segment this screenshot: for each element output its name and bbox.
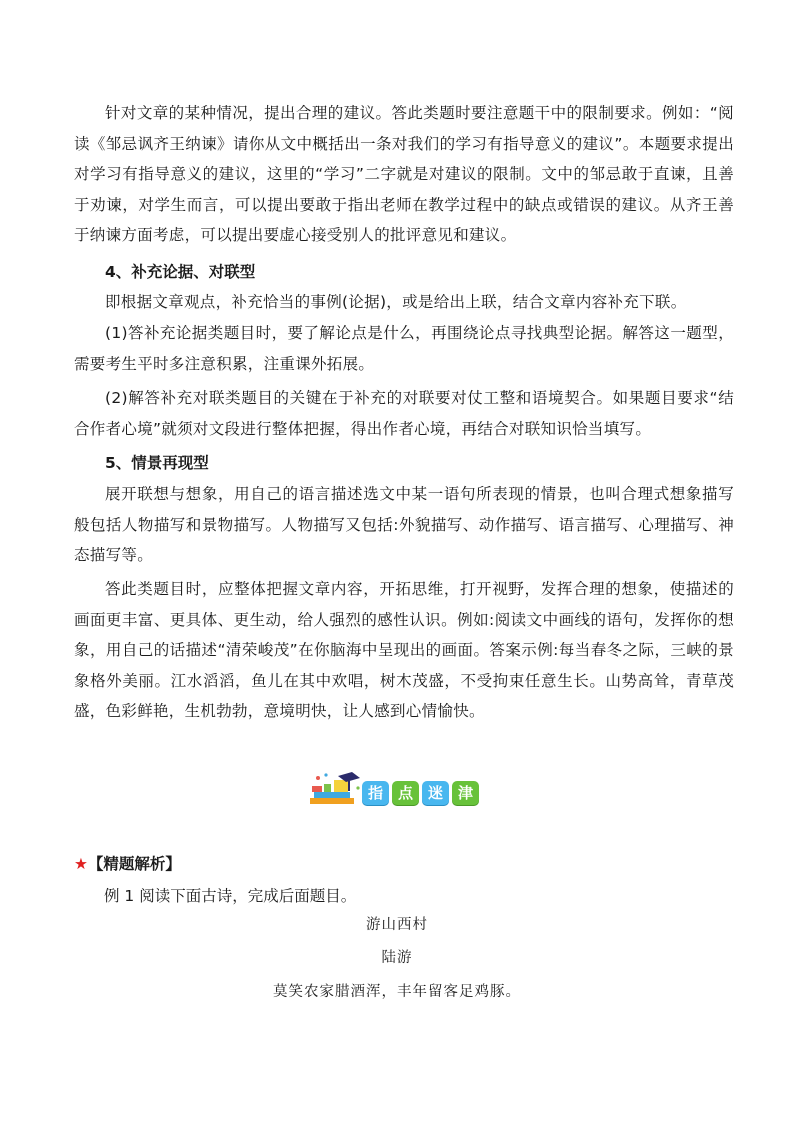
paragraph-scene-intro: 展开联想与想象，用自己的语言描述选文中某一语句所表现的情景，也叫合理式想象描写般包括人物描写和景物描写。人物描写又包括:外貌描写、动作描写、语言描写、心理描写、神态描写等。 <box>74 485 734 564</box>
paragraph-scene-method: 答此类题目时，应整体把握文章内容，开拓思维，打开视野，发挥合理的想象，使描述的画面更丰富、更具体、更生动，给人强烈的感性认识。例如:阅读文中画线的语句，发挥你的想象，用自己的话描述“清荣峻茂”在你脑海中呈现出的画面。答案示例:每当春冬之际，三峡的景象格外美丽。江水滔滔，鱼儿在其中欢唱，树木茂盛，不受拘束任意生长。山势高耸，青草茂盛，色彩鲜艳，生机勃勃，意境明快，让人感到心情愉快。 <box>74 580 734 720</box>
paragraph-suggestion: 针对文章的某种情况，提出合理的建议。答此类题时要注意题干中的限制要求。例如：“阅读《邹忌讽齐王纳谏》请你从文中概括出一条对我们的学习有指导意义的建议”。本题要求提出对学习有指导意义的建议，这里的“学习”二字就是对建议的限制。文中的邹忌敢于直谏，且善于劝谏，对学生而言，可以提出要敢于指出老师在教学过程中的缺点或错误的建议。从齐王善于纳谏方面考虑，可以提出要虚心接受别人的批评意见和建议。 <box>74 104 734 244</box>
badge-text <box>362 781 479 805</box>
heading-scene-type: 5、情景再现型 <box>105 454 209 472</box>
badge-char: 指 <box>362 781 389 805</box>
books-icon <box>308 772 364 812</box>
star-icon: ★ <box>74 855 88 873</box>
section-title-text: 【精题解析】 <box>87 855 181 873</box>
paragraph-supplement-intro: 即根据文章观点，补充恰当的事例(论据)，或是给出上联，结合文章内容补充下联。 <box>105 293 687 311</box>
poem-author: 陆游 <box>381 950 413 966</box>
poem-line: 莫笑农家腊酒浑，丰年留客足鸡豚。 <box>273 984 521 1000</box>
heading-supplement-type: 4、补充论据、对联型 <box>105 263 256 281</box>
example-prompt: 例 1 阅读下面古诗，完成后面题目。 <box>104 887 357 905</box>
section-title <box>74 851 181 877</box>
paragraph-supplement-couplet: (2)解答补充对联类题目的关键在于补充的对联要对仗工整和语境契合。如果题目要求“结合作者心境”就须对文段进行整体把握，得出作者心境，再结合对联知识恰当填写。 <box>74 389 734 438</box>
badge-char: 津 <box>452 781 479 805</box>
guidance-badge <box>308 772 484 812</box>
paragraph-supplement-argument: (1)答补充论据类题目时，要了解论点是什么，再围绕论点寻找典型论据。解答这一题型，需要考生平时多注意积累，注重课外拓展。 <box>74 324 734 373</box>
badge-char: 点 <box>392 781 419 805</box>
poem-title: 游山西村 <box>366 917 428 933</box>
badge-char: 迷 <box>422 781 449 805</box>
